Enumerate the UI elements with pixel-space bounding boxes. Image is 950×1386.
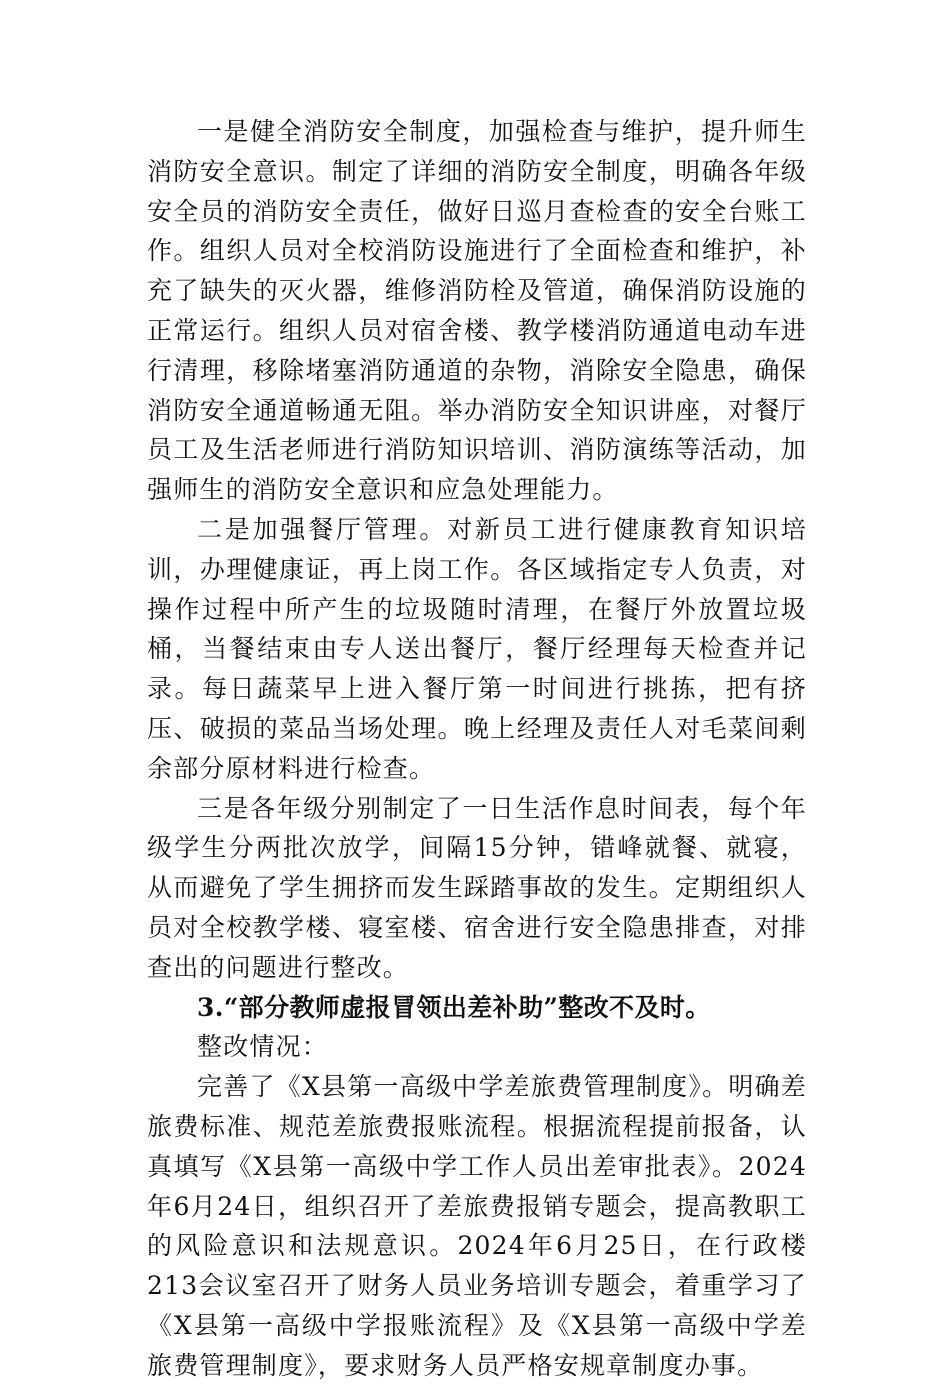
paragraph-rectification-label: 整改情况： [197,1032,329,1062]
paragraph-canteen-management: 二是加强餐厅管理。对新员工进行健康教育知识培训，办理健康证，再上岗工作。各区域指定专人负责，对操作过程中所产生的垃圾随时清理，在餐厅外放置垃圾桶，当餐结束由专人送出餐厅，餐厅经理每天检查并记录。每日蔬菜早上进入餐厅第一时间进行挑拣，把有挤压、破损的菜品当场处理。晚上经理及责任人对毛菜间剩余部分原材料进行检查。 [147,514,807,783]
paragraph-travel-expense-rectification: 完善了《X县第一高级中学差旅费管理制度》。明确差旅费标准、规范差旅费报账流程。根据流程提前报备，认真填写《X县第一高级中学工作人员出差审批表》。2024年6月24日，组织召开了差旅费报销专题会，提高教职工的风险意识和法规意识。2024年6月25日，在行政楼213会议室召开了财务人员业务培训专题会，着重学习了《X县第一高级中学报账流程》及《X县第一高级中学差旅费管理制度》，要求财务人员严格安规章制度办事。 [147,1072,807,1380]
paragraph-schedule-safety: 三是各年级分别制定了一日生活作息时间表，每个年级学生分两批次放学，间隔15分钟，错峰就餐、就寝，从而避免了学生拥挤而发生踩踏事故的发生。定期组织人员对全校教学楼、寝室楼、宿舍进行安全隐患排查，对排查出的问题进行整改。 [147,793,807,982]
section-heading-travel-subsidy: 3.“部分教师虚报冒领出差补助”整改不及时。 [197,992,711,1022]
document-body [147,112,807,1386]
paragraph-fire-safety: 一是健全消防安全制度，加强检查与维护，提升师生消防安全意识。制定了详细的消防安全制度，明确各年级安全员的消防安全责任，做好日巡月查检查的安全台账工作。组织人员对全校消防设施进行了全面检查和维护，补充了缺失的灭火器，维修消防栓及管道，确保消防设施的正常运行。组织人员对宿舍楼、教学楼消防通道电动车进行清理，移除堵塞消防通道的杂物，消除安全隐患，确保消防安全通道畅通无阻。举办消防安全知识讲座，对餐厅员工及生活老师进行消防知识培训、消防演练等活动，加强师生的消防安全意识和应急处理能力。 [147,117,807,505]
